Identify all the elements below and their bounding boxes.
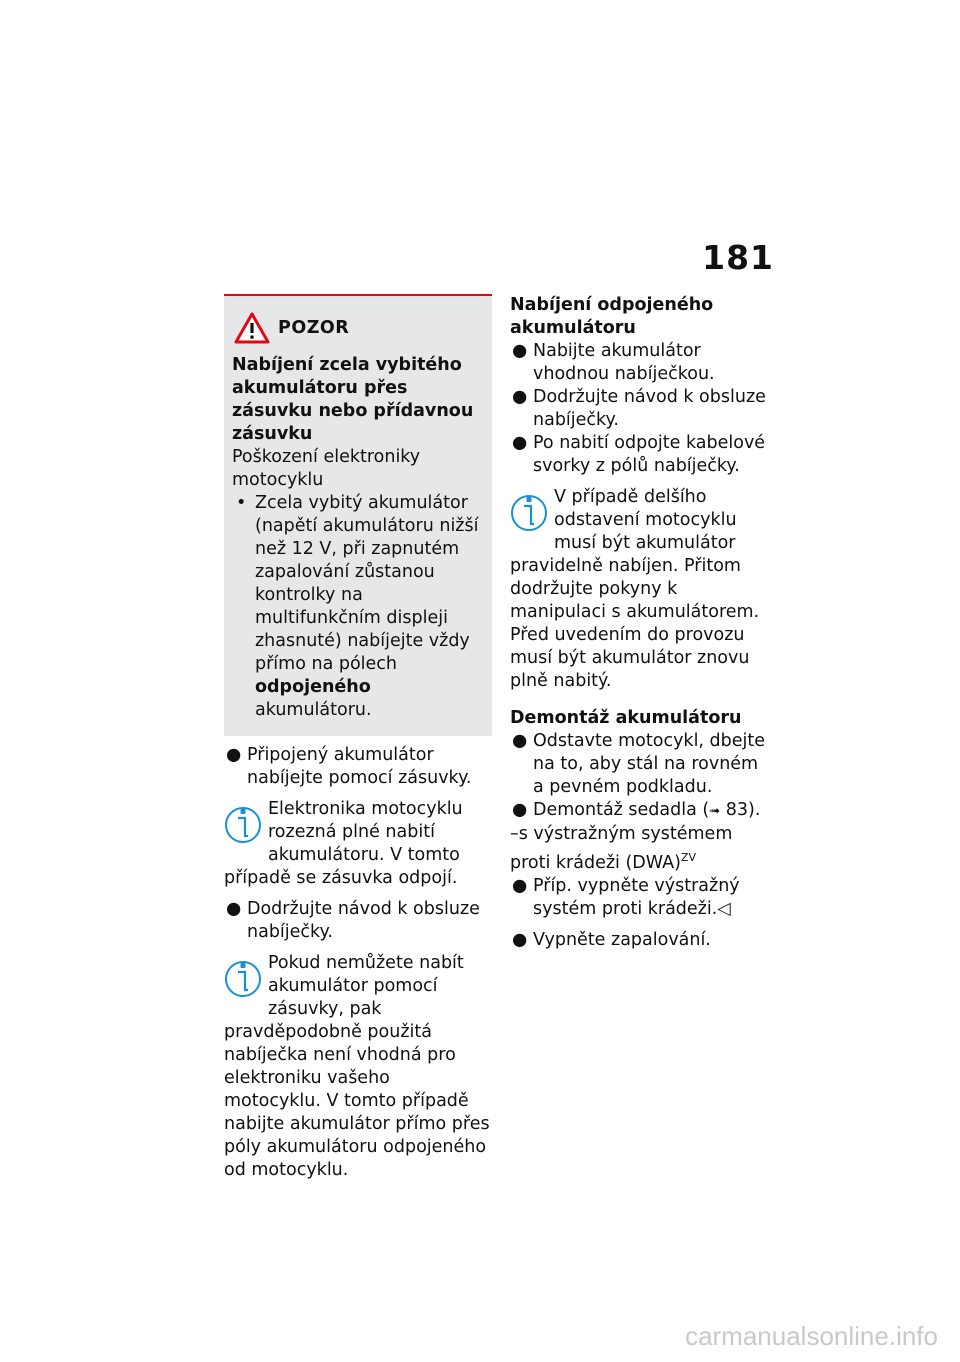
list-item — [510, 386, 772, 432]
info-note — [224, 798, 492, 890]
list-item — [510, 929, 772, 952]
list-item — [510, 432, 772, 478]
bullet-icon: ● — [512, 341, 528, 361]
warning-subtitle: Poškození elektroniky motocyklu — [232, 447, 421, 490]
bullet-icon: ● — [512, 387, 528, 407]
watermark: carmanualsonline.info — [685, 1321, 938, 1351]
bullet-icon: ● — [226, 745, 242, 765]
list-item — [510, 799, 772, 823]
bullet-icon: ● — [512, 929, 528, 950]
info-note — [510, 486, 772, 693]
list-item — [510, 730, 772, 799]
page-ref-arrow-icon: ➟ — [709, 804, 721, 819]
warning-header — [234, 312, 482, 344]
page-ref[interactable]: 83 — [725, 800, 748, 820]
warning-bullet-tail: akumulátoru. — [255, 700, 372, 720]
warning-label: POZOR — [278, 317, 350, 338]
list-item-text: Demontáž sedadla ( — [533, 800, 710, 820]
option-superscript: ZV — [680, 851, 696, 864]
list-item-text-tail: ). — [748, 800, 761, 820]
section1-list — [510, 340, 772, 478]
list-item-text: Odstavte motocykl, dbejte na to, aby stál na rovném a pevném podkladu. — [533, 731, 766, 797]
info-icon — [224, 800, 262, 848]
info-note-text: Pokud nemůžete nabít akumulátor pomocí zásuvky, pak pravděpodobně použitá nabíječka není vhodná pro elektroniku vašeho motocyklu. V tomto případě nabijte akumulátor přímo přes póly akumulátoru odpojeného od motocyklu. — [224, 953, 490, 1180]
left-column — [224, 294, 492, 1182]
warning-box — [224, 294, 492, 736]
warning-bullet — [232, 492, 482, 722]
bullet-icon: ● — [512, 800, 528, 820]
left-list-2 — [224, 898, 492, 944]
bullet-icon: ● — [512, 875, 528, 896]
info-note-text: Elektronika motocyklu rozezná plné nabití akumulátoru. V tomto případě se zásuvka odpojí. — [224, 799, 463, 888]
list-item-text: Po nabití odpojte kabelové svorky z pólů nabíječky. — [533, 433, 766, 476]
section-title: Demontáž akumulátoru — [510, 708, 742, 728]
section-title: Nabíjení odpojeného akumulátoru — [510, 295, 714, 338]
bullet-icon: • — [236, 493, 247, 513]
list-item-text: Dodržujte návod k obsluze nabíječky. — [247, 899, 480, 942]
dwa-condition-text: –s výstražným systémem proti krádeži (DWA) — [510, 824, 733, 873]
section2-list-end — [510, 929, 772, 952]
bullet-icon: ● — [226, 899, 242, 919]
section2-list — [510, 730, 772, 823]
section2-list-cont — [510, 875, 772, 921]
list-item-text: Příp. vypněte výstražný systém proti krádeži.◁ — [533, 875, 740, 919]
warning-bullet-emphasis: odpojeného — [255, 677, 371, 697]
bullet-icon: ● — [512, 731, 528, 751]
warning-list — [232, 492, 482, 722]
list-item — [224, 898, 492, 944]
list-item — [510, 875, 772, 921]
list-item-text: Vypněte zapalování. — [533, 929, 711, 950]
left-list-1 — [224, 744, 492, 790]
right-column — [510, 294, 772, 952]
info-icon — [224, 954, 262, 1002]
warning-bullet-text: Zcela vybitý akumulátor (napětí akumulátoru nižší než 12 V, při zapnutém zapalování zůstanou kontrolky na multifunkčním displeji zhasnuté) nabíjejte vždy přímo na pólech — [255, 493, 479, 674]
bullet-icon: ● — [512, 433, 528, 453]
info-note-text: V případě delšího odstavení motocyklu musí být akumulátor pravidelně nabíjen. Přitom dodržujte pokyny k manipulaci s akumulátorem. Před uvedením do provozu musí být akumulátor znovu plně nabitý. — [510, 487, 760, 691]
warning-title: Nabíjení zcela vybitého akumulátoru přes zásuvku nebo přídavnou zásuvku — [232, 355, 474, 444]
info-icon — [510, 488, 548, 536]
list-item — [224, 744, 492, 790]
list-item-text: Dodržujte návod k obsluze nabíječky. — [533, 387, 766, 430]
dwa-condition — [510, 823, 772, 875]
list-item-text: Nabijte akumulátor vhodnou nabíječkou. — [533, 341, 715, 384]
page-number: 181 — [702, 238, 774, 277]
warning-triangle-icon — [234, 312, 270, 344]
list-item-text: Připojený akumulátor nabíjejte pomocí zásuvky. — [247, 745, 472, 788]
list-item — [510, 340, 772, 386]
info-note — [224, 952, 492, 1182]
